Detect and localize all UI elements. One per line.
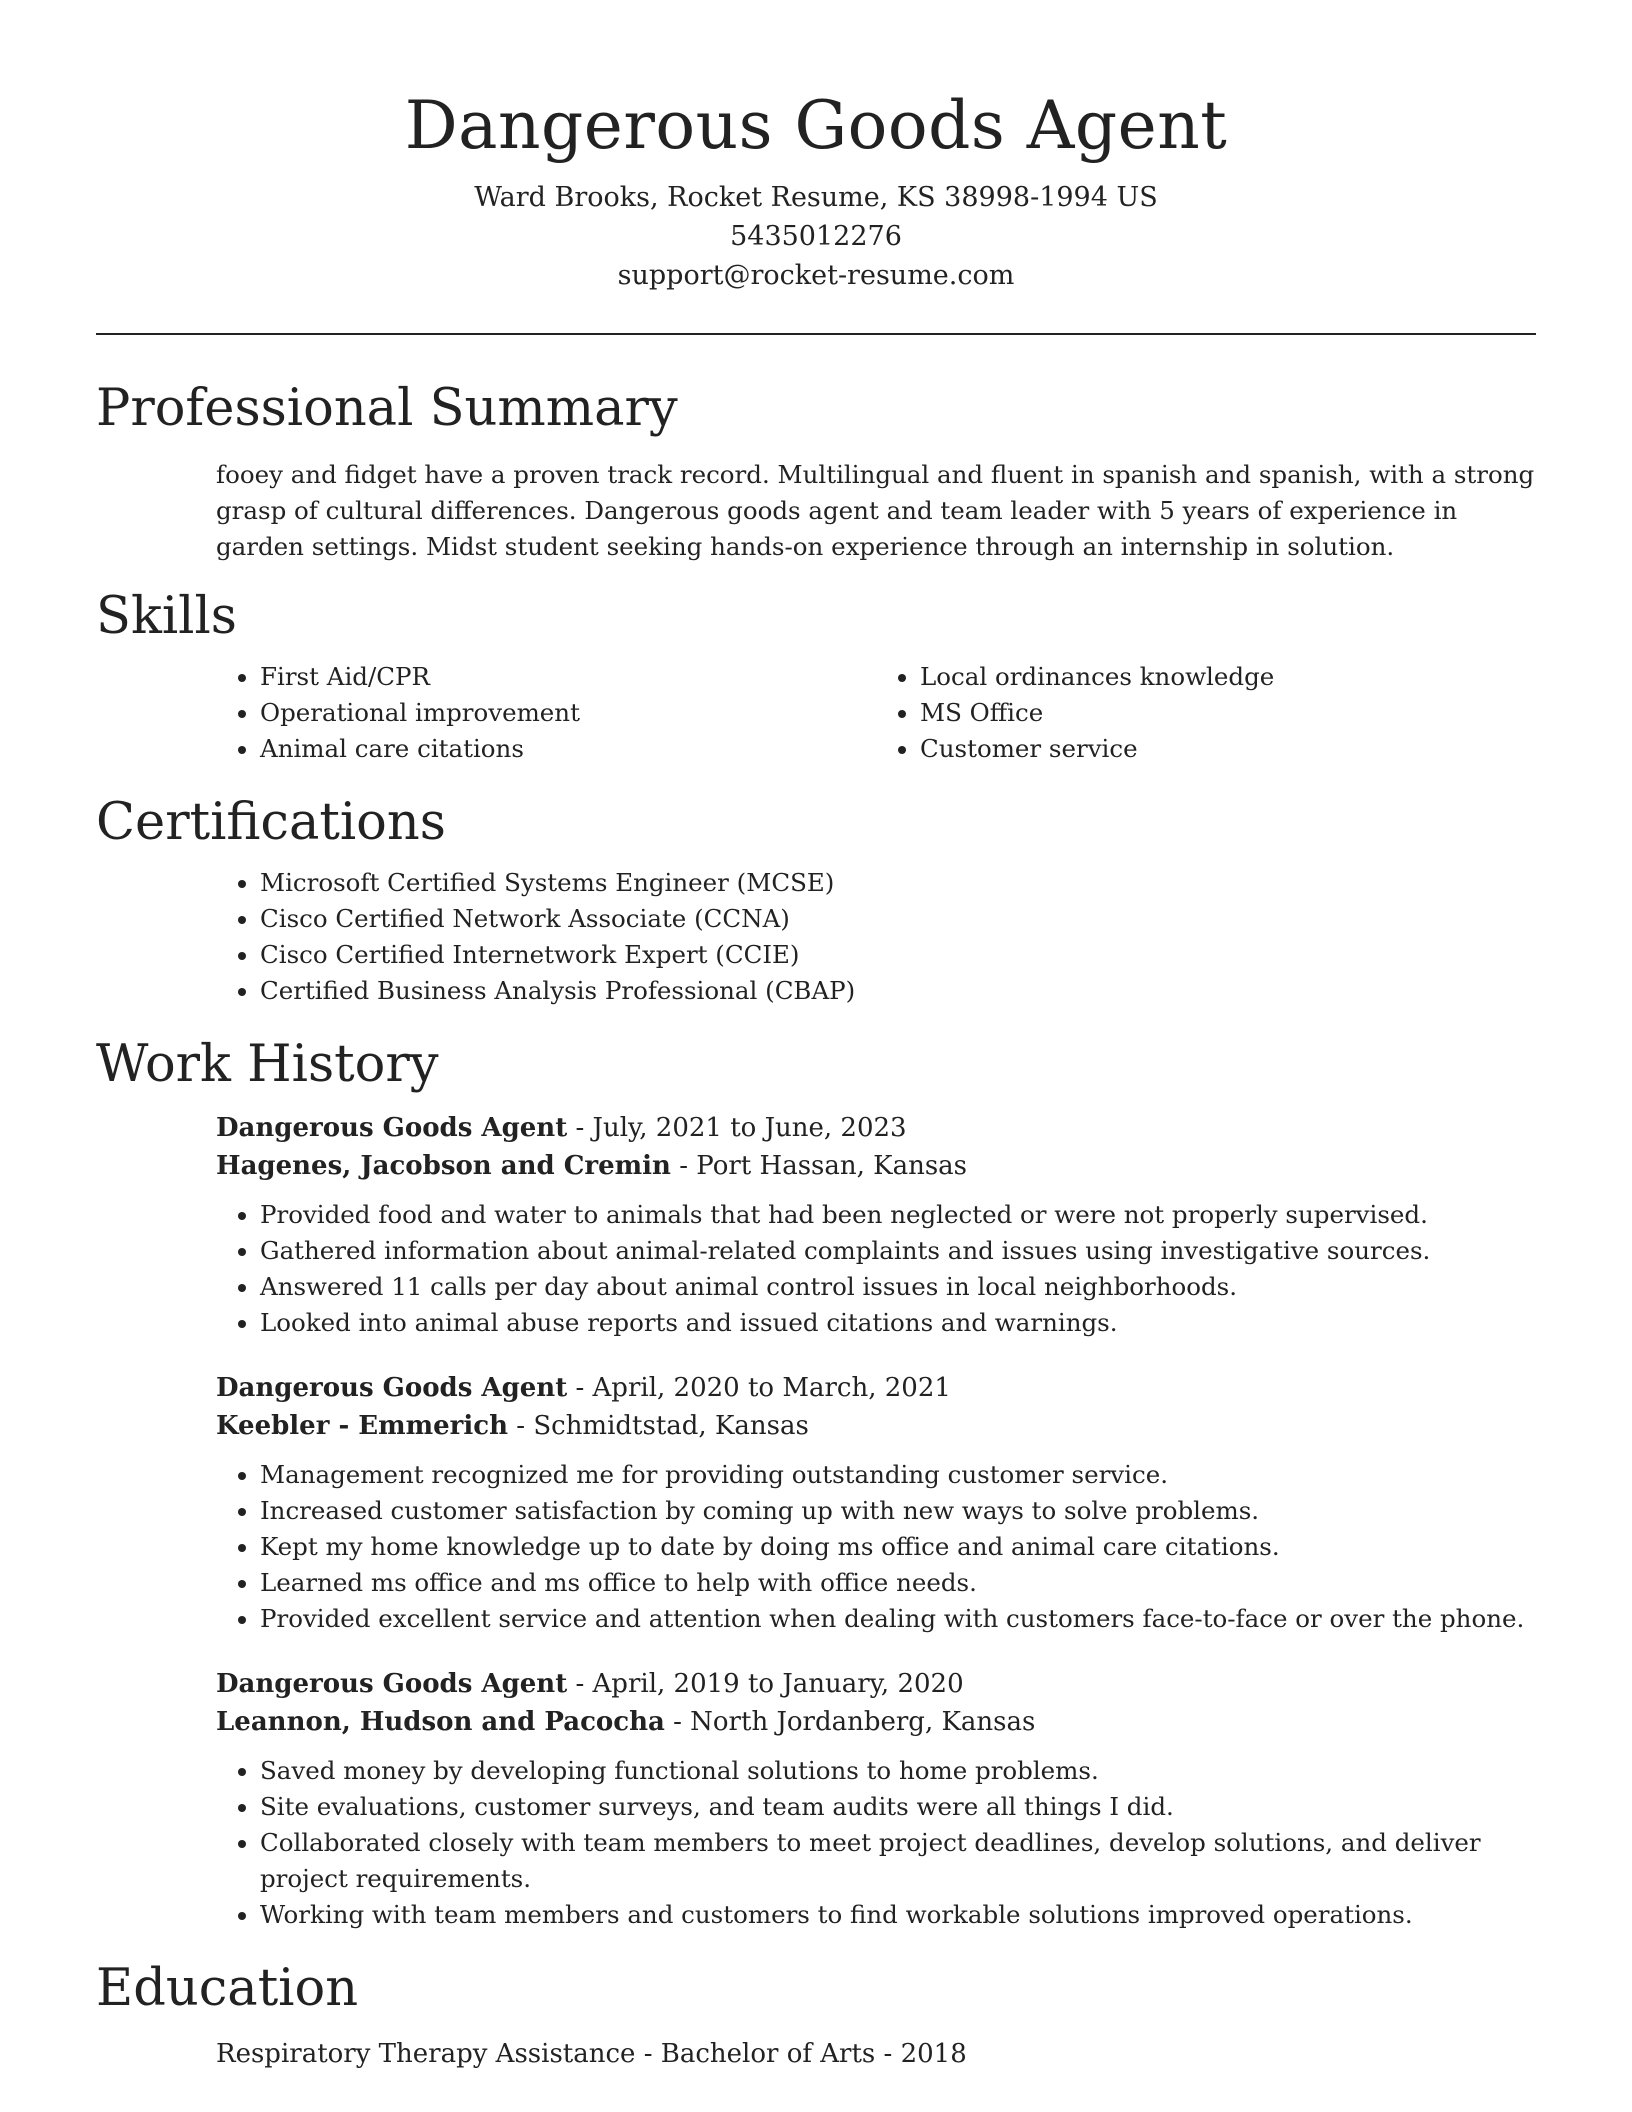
summary-text: fooey and fidget have a proven track record. Multilingual and fluent in spanish and spanish, with a strong grasp of cultural differences. Dangerous goods agent and team leader with 5 years of experience in garden settings. Midst student seeking hands-on experience through an internship in solution. bbox=[216, 460, 1535, 561]
job-bullets bbox=[216, 1753, 1536, 1933]
list-item: • Looked into animal abuse reports and issued citations and warnings. bbox=[260, 1305, 1536, 1341]
job-entry bbox=[216, 1369, 1536, 1637]
skills-heading: Skills bbox=[96, 587, 237, 646]
job-title: Dangerous Goods Agent bbox=[216, 1373, 568, 1403]
certifications-list bbox=[216, 865, 1536, 1009]
list-item: • First Aid/CPR bbox=[260, 659, 876, 695]
header-divider bbox=[96, 333, 1536, 335]
job-entry bbox=[216, 1109, 1536, 1341]
contact-email: support@rocket-resume.com bbox=[617, 260, 1015, 291]
resume-title: Dangerous Goods Agent bbox=[404, 87, 1228, 164]
contact-block bbox=[96, 178, 1536, 295]
list-item: • Operational improvement bbox=[260, 695, 876, 731]
list-item: • MS Office bbox=[920, 695, 1536, 731]
job-company-line bbox=[216, 1703, 1536, 1741]
list-item: • Learned ms office and ms office to help with office needs. bbox=[260, 1565, 1536, 1601]
list-item: • Certified Business Analysis Professional (CBAP) bbox=[260, 973, 1536, 1009]
list-item: • Cisco Certified Network Associate (CCNA) bbox=[260, 901, 1536, 937]
job-location: - Port Hassan, Kansas bbox=[670, 1151, 968, 1181]
job-bullets bbox=[216, 1457, 1536, 1637]
list-item: • Microsoft Certified Systems Engineer (MCSE) bbox=[260, 865, 1536, 901]
skills-section bbox=[96, 585, 1536, 767]
job-entry bbox=[216, 1665, 1536, 1933]
work-heading: Work History bbox=[96, 1035, 439, 1094]
job-title-line bbox=[216, 1665, 1536, 1703]
list-item: • Local ordinances knowledge bbox=[920, 659, 1536, 695]
job-title-line bbox=[216, 1109, 1536, 1147]
resume-page bbox=[96, 0, 1536, 2073]
list-item: • Answered 11 calls per day about animal control issues in local neighborhoods. bbox=[260, 1269, 1536, 1305]
job-location: - Schmidtstad, Kansas bbox=[508, 1411, 809, 1441]
certifications-heading: Certifications bbox=[96, 793, 446, 852]
job-title: Dangerous Goods Agent bbox=[216, 1669, 568, 1699]
list-item: • Increased customer satisfaction by coming up with new ways to solve problems. bbox=[260, 1493, 1536, 1529]
list-item: • Provided food and water to animals that had been neglected or were not properly supervised. bbox=[260, 1197, 1536, 1233]
list-item: • Cisco Certified Internetwork Expert (CCIE) bbox=[260, 937, 1536, 973]
contact-address: Ward Brooks, Rocket Resume, KS 38998-1994 US bbox=[474, 182, 1158, 213]
list-item: • Working with team members and customers to find workable solutions improved operations. bbox=[260, 1897, 1536, 1933]
education-entry: Respiratory Therapy Assistance - Bachelor of Arts - 2018 bbox=[216, 2039, 967, 2069]
contact-phone: 5435012276 bbox=[730, 221, 902, 252]
job-dates: - April, 2019 to January, 2020 bbox=[567, 1669, 964, 1699]
job-company-line bbox=[216, 1407, 1536, 1445]
education-section bbox=[96, 1957, 1536, 2073]
job-company: Keebler - Emmerich bbox=[216, 1411, 508, 1441]
summary-heading: Professional Summary bbox=[96, 379, 678, 438]
job-title-line bbox=[216, 1369, 1536, 1407]
job-company: Hagenes, Jacobson and Cremin bbox=[216, 1151, 671, 1181]
list-item: • Gathered information about animal-related complaints and issues using investigative sources. bbox=[260, 1233, 1536, 1269]
certifications-section bbox=[96, 791, 1536, 1009]
list-item: • Customer service bbox=[920, 731, 1536, 767]
job-dates: - April, 2020 to March, 2021 bbox=[567, 1373, 951, 1403]
job-company-line bbox=[216, 1147, 1536, 1185]
list-item: • Collaborated closely with team members to meet project deadlines, develop solutions, and deliver project requirements. bbox=[260, 1825, 1536, 1897]
education-heading: Education bbox=[96, 1959, 359, 2018]
list-item: • Animal care citations bbox=[260, 731, 876, 767]
resume-header bbox=[96, 0, 1536, 295]
job-bullets bbox=[216, 1197, 1536, 1341]
list-item: • Site evaluations, customer surveys, and team audits were all things I did. bbox=[260, 1789, 1536, 1825]
summary-section bbox=[96, 377, 1536, 565]
job-dates: - July, 2021 to June, 2023 bbox=[567, 1113, 907, 1143]
list-item: • Provided excellent service and attention when dealing with customers face-to-face or over the phone. bbox=[260, 1601, 1536, 1637]
skills-list-right bbox=[876, 659, 1536, 767]
list-item: • Kept my home knowledge up to date by doing ms office and animal care citations. bbox=[260, 1529, 1536, 1565]
skills-list-left bbox=[216, 659, 876, 767]
list-item: • Management recognized me for providing outstanding customer service. bbox=[260, 1457, 1536, 1493]
list-item: • Saved money by developing functional solutions to home problems. bbox=[260, 1753, 1536, 1789]
job-location: - North Jordanberg, Kansas bbox=[664, 1707, 1036, 1737]
job-company: Leannon, Hudson and Pacocha bbox=[216, 1707, 665, 1737]
job-title: Dangerous Goods Agent bbox=[216, 1113, 568, 1143]
work-section bbox=[96, 1033, 1536, 1933]
